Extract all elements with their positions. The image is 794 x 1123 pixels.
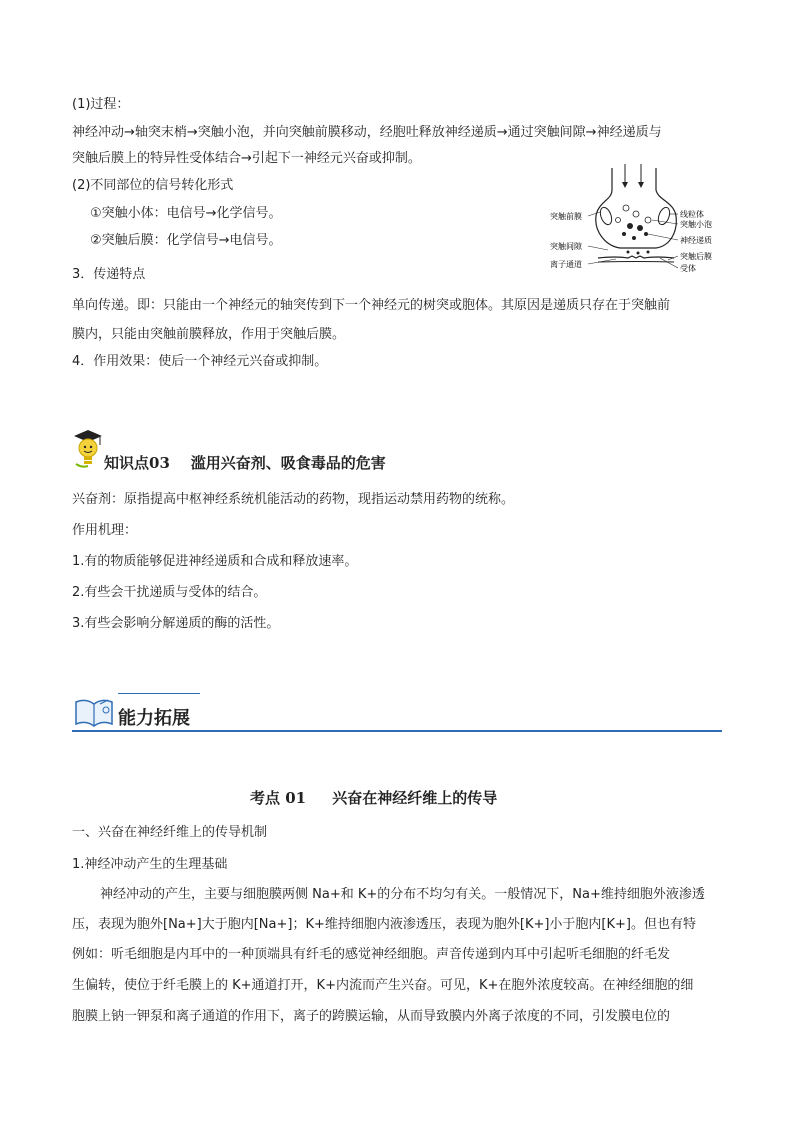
kaodian-title-text: 兴奋在神经纤维上的传导 [332,789,498,807]
label-cleft: 突触间隙 [550,242,582,251]
mechanism-item-2: 2.有些会干扰递质与受体的结合。 [72,585,267,600]
knowledge-point-03-title [104,452,386,473]
process-line-2: 突触后膜上的特异性受体结合→引起下一神经元兴奋或抑制。 [72,151,421,166]
label-ion-channel: 离子通道 [550,260,582,269]
signal-synaptic-knob: ①突触小体：电信号→化学信号。 [90,206,282,221]
transmission-feature-heading: 3．传递特点 [72,267,146,282]
mechanism-item-1: 1.有的物质能够促进神经递质和合成和释放速率。 [72,554,358,569]
mechanism-heading: 作用机理： [72,523,138,538]
process-line-1: 神经冲动→轴突末梢→突触小泡，并向突触前膜移动，经胞吐释放神经递质→通过突触间隙→神经递质与 [72,125,662,140]
signal-conversion-heading: (2)不同部位的信号转化形式 [72,178,234,193]
body-paragraph-line-2: 压，表现为胞外[Na+]大于胞内[Na+]；K+维持细胞内液渗透压，表现为胞外[K+]小于胞内[K+]。但也有特 [72,917,696,932]
transmission-feature-line-1: 单向传递。即：只能由一个神经元的轴突传到下一个神经元的树突或胞体。其原因是递质只存在于突触前 [72,298,671,313]
physiology-basis-heading: 1.神经冲动产生的生理基础 [72,857,228,872]
transmission-feature-line-2: 膜内，只能由突触前膜释放，作用于突触后膜。 [72,327,346,342]
lightbulb-graduate-icon [70,428,104,470]
open-book-icon [72,696,116,730]
effect-line: 4．作用效果：使后一个神经元兴奋或抑制。 [72,354,328,369]
mechanism-item-3: 3.有些会影响分解递质的酶的活性。 [72,616,280,631]
knowledge-prefix: 知识点 [104,454,150,472]
label-transmitter: 神经递质 [680,236,712,245]
body-paragraph-line-3: 例如：听毛细胞是内耳中的一种顶端具有纤毛的感觉神经细胞。声音传递到内耳中引起听毛细胞的纤毛发 [72,947,671,962]
ability-top-rule [118,693,200,694]
knowledge-number: 03 [149,454,170,472]
body-paragraph-line-5: 胞膜上钠一钾泵和离子通道的作用下，离子的跨膜运输，从而导致膜内外离子浓度的不同，引发膜电位的 [72,1009,671,1024]
kaodian-label: 考点 01 [250,789,307,807]
body-paragraph-line-4: 生偏转，使位于纤毛膜上的 K+通道打开，K+内流而产生兴奋。可见，K+在胞外浓度较高。在神经细胞的细 [72,978,694,993]
knowledge-title: 滥用兴奋剂、吸食毒品的危害 [190,454,386,472]
stimulant-definition: 兴奋剂：原指提高中枢神经系统机能活动的药物，现指运动禁用药物的统称。 [72,492,515,507]
label-receptor: 受体 [680,264,696,273]
body-paragraph-line-1: 神经冲动的产生，主要与细胞膜两侧 Na+和 K+的分布不均匀有关。一般情况下，Na+维持细胞外液渗透 [100,887,705,902]
label-mitochondria: 线粒体 [680,210,704,219]
signal-postsynaptic: ②突触后膜：化学信号→电信号。 [90,233,282,248]
label-postsynaptic: 突触后膜 [680,252,712,261]
label-presynaptic: 突触前膜 [550,212,582,221]
kaodian-01-title [250,787,497,808]
synapse-diagram [548,160,723,278]
mechanism-section-heading: 一、兴奋在神经纤维上的传导机制 [72,825,268,840]
process-heading: (1)过程： [72,97,130,112]
label-vesicle: 突触小泡 [680,220,712,229]
ability-rule [72,730,722,732]
ability-title: 能力拓展 [118,708,190,729]
